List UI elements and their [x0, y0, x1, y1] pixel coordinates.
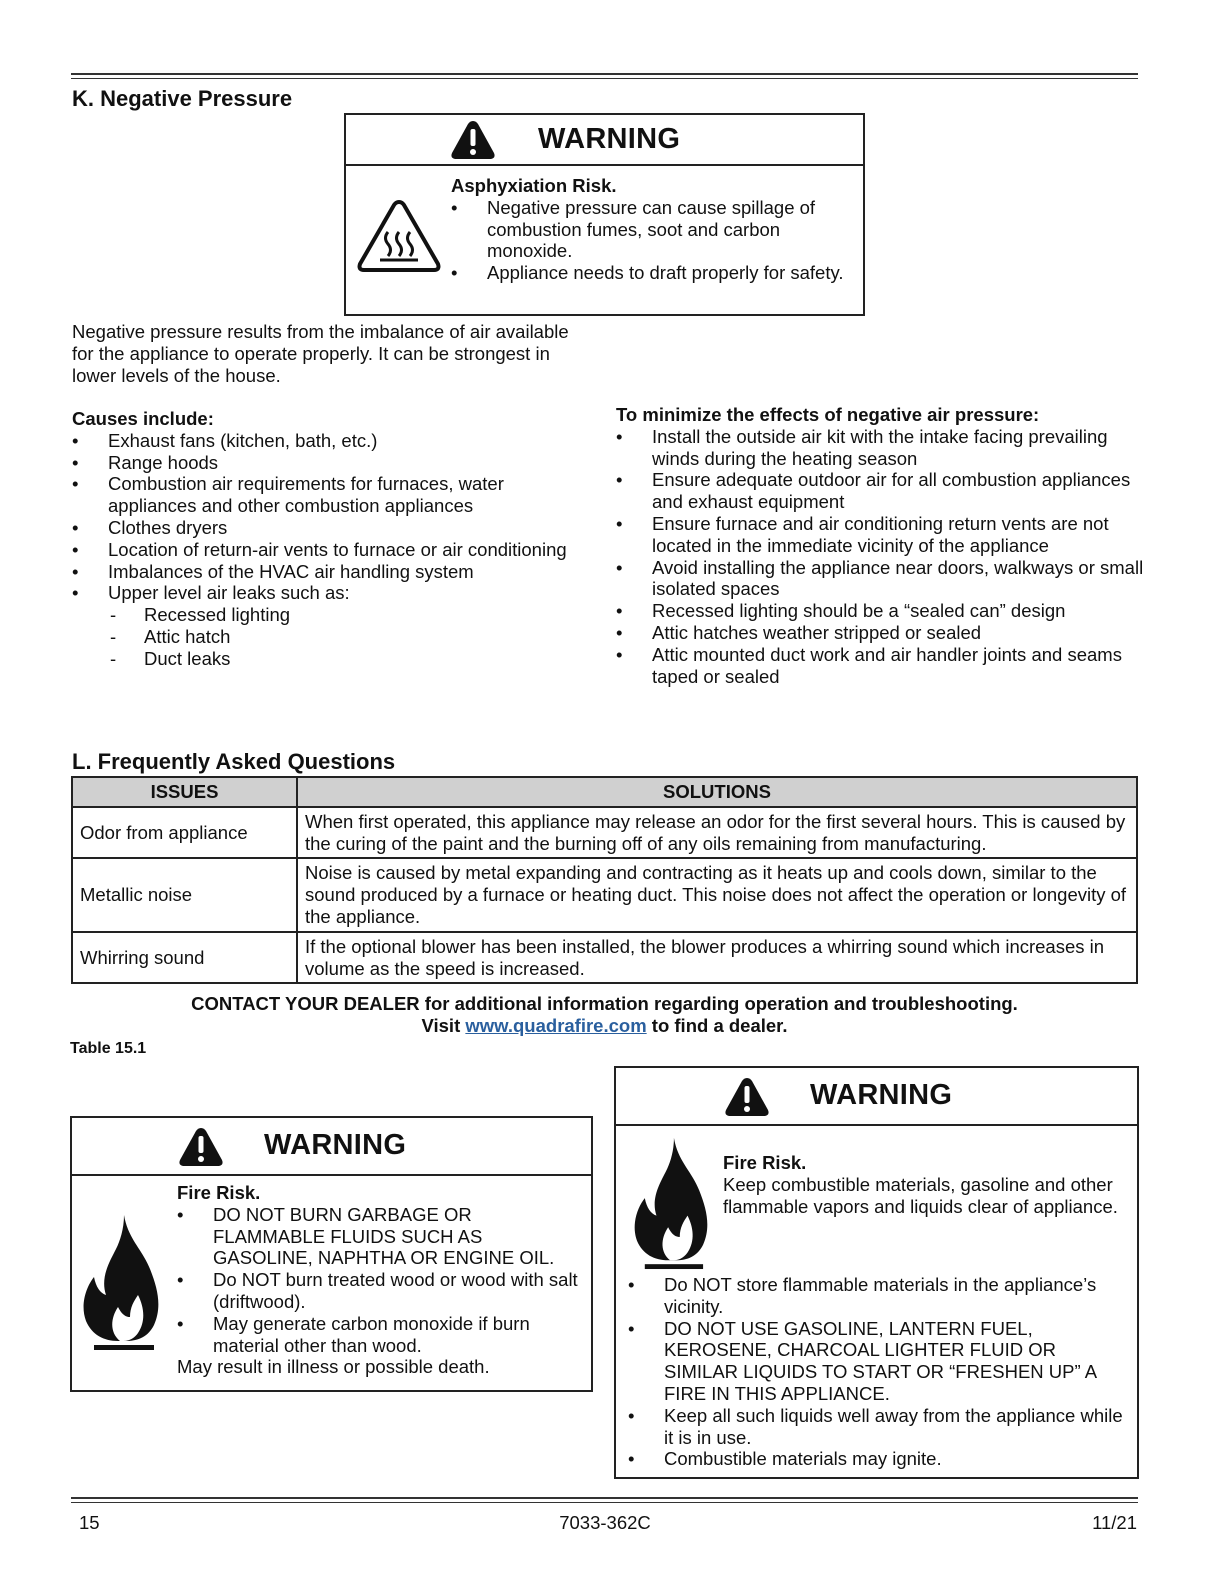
warning-bullet: • Do NOT burn treated wood or wood with salt (driftwood).: [177, 1269, 585, 1313]
alert-triangle-icon: [724, 1076, 770, 1118]
list-item: - Duct leaks: [72, 648, 572, 670]
causes-heading: Causes include:: [72, 408, 214, 429]
warning-header: [72, 1118, 591, 1176]
revision-date: 11/21: [1092, 1512, 1137, 1533]
causes-list: [72, 430, 572, 604]
quadrafire-link[interactable]: www.quadrafire.com: [465, 1014, 647, 1036]
solution-cell: When first operated, this appliance may release an odor for the first several hours. This is caused by the curing of the paint and the burning off of any oils remaining from manufacturing.: [297, 807, 1137, 858]
warning-bullet: • DO NOT BURN GARBAGE OR FLAMMABLE FLUIDS SUCH AS GASOLINE, NAPHTHA OR ENGINE OIL.: [177, 1204, 585, 1269]
warning-title: WARNING: [538, 123, 681, 155]
visit-line: [71, 1015, 1138, 1037]
asphyxiation-warning-box: [344, 113, 865, 316]
asphyxiation-warning-content: [451, 175, 851, 284]
negative-pressure-intro: Negative pressure results from the imbalance of air available for the appliance to operate properly. It can be strongest in lower levels of the house.: [72, 321, 569, 386]
issue-cell: Whirring sound: [72, 932, 297, 983]
list-item: • Clothes dryers: [72, 517, 572, 539]
causes-column: [72, 408, 572, 670]
warning-bullet: • Negative pressure can cause spillage of combustion fumes, soot and carbon monoxide.: [451, 197, 851, 262]
solution-cell: If the optional blower has been installed, the blower produces a whirring sound which increases in volume as the speed is increased.: [297, 932, 1137, 983]
page-number: 15: [79, 1512, 100, 1533]
fire-warning-content: [177, 1182, 585, 1378]
fire-warning-box-left: [70, 1116, 593, 1392]
risk-label: Asphyxiation Risk.: [451, 175, 617, 196]
warning-bullet-list: [451, 197, 851, 284]
list-item: • Attic mounted duct work and air handler joints and seams taped or sealed: [616, 644, 1144, 688]
list-item: • Exhaust fans (kitchen, bath, etc.): [72, 430, 572, 452]
contact-line: CONTACT YOUR DEALER for additional information regarding operation and troubleshooting.: [191, 993, 1018, 1014]
list-item: • Location of return-air vents to furnace or air conditioning: [72, 539, 572, 561]
list-item: • Imbalances of the HVAC air handling system: [72, 561, 572, 583]
warning-bullet-list: [628, 1274, 1128, 1470]
dealer-contact: [71, 993, 1138, 1037]
risk-label: Fire Risk.: [723, 1152, 807, 1173]
table-row: [72, 858, 1137, 932]
list-item: • Ensure furnace and air conditioning return vents are not located in the immediate vicinity of the appliance: [616, 513, 1144, 557]
table-caption: Table 15.1: [70, 1040, 147, 1057]
warning-header: [616, 1068, 1137, 1126]
issue-cell: Metallic noise: [72, 858, 297, 932]
flame-icon: [628, 1134, 716, 1270]
list-item: • Attic hatches weather stripped or sealed: [616, 622, 1144, 644]
fire-warning-box-right: [614, 1066, 1139, 1479]
visit-suffix: to find a dealer.: [646, 1014, 788, 1036]
minimize-list: [616, 426, 1144, 688]
table-row: [72, 807, 1137, 858]
section-l-title: L. Frequently Asked Questions: [72, 749, 396, 774]
faq-table: [71, 776, 1138, 984]
hot-surface-icon: [356, 198, 442, 274]
warning-footer: May result in illness or possible death.: [177, 1356, 490, 1378]
warning-bullet: • Combustible materials may ignite.: [628, 1448, 1128, 1470]
fire-warning-bullets: [628, 1274, 1128, 1470]
table-header-row: [72, 777, 1137, 807]
top-rule: [71, 73, 1138, 79]
solution-cell: Noise is caused by metal expanding and contracting as it heats up and cools down, similar to the sound produced by a furnace or heating duct. This noise does not affect the operation or longevity of the appliance.: [297, 858, 1137, 932]
alert-triangle-icon: [178, 1126, 224, 1168]
warning-title: WARNING: [264, 1129, 407, 1161]
warning-bullet: • DO NOT USE GASOLINE, LANTERN FUEL, KEROSENE, CHARCOAL LIGHTER FLUID OR SIMILAR LIQUIDS TO START OR “FRESHEN UP” A FIRE IN THIS APPLIANCE.: [628, 1318, 1128, 1405]
list-item: - Attic hatch: [72, 626, 572, 648]
document-number: 7033-362C: [559, 1512, 651, 1533]
section-k-title: K. Negative Pressure: [72, 86, 293, 111]
list-item: • Install the outside air kit with the intake facing prevailing winds during the heating season: [616, 426, 1144, 470]
warning-bullet: • Appliance needs to draft properly for safety.: [451, 262, 851, 284]
visit-prefix: Visit: [421, 1014, 466, 1036]
warning-text: Keep combustible materials, gasoline and other flammable vapors and liquids clear of appliance.: [723, 1173, 1118, 1217]
air-leaks-sublist: [72, 604, 572, 669]
warning-bullet: • May generate carbon monoxide if burn material other than wood.: [177, 1313, 585, 1357]
alert-triangle-icon: [450, 119, 496, 161]
minimize-column: [616, 404, 1144, 687]
minimize-heading: To minimize the effects of negative air pressure:: [616, 404, 1040, 425]
list-item: - Recessed lighting: [72, 604, 572, 626]
list-item: • Range hoods: [72, 452, 572, 474]
warning-bullet-list: [177, 1204, 585, 1357]
column-header-solutions: SOLUTIONS: [297, 777, 1137, 807]
warning-bullet: • Keep all such liquids well away from the appliance while it is in use.: [628, 1405, 1128, 1449]
list-item: • Recessed lighting should be a “sealed can” design: [616, 600, 1144, 622]
list-item: • Upper level air leaks such as:: [72, 582, 572, 604]
list-item: • Avoid installing the appliance near doors, walkways or small isolated spaces: [616, 557, 1144, 601]
flame-icon: [80, 1211, 164, 1351]
warning-bullet: • Do NOT store flammable materials in the appliance’s vicinity.: [628, 1274, 1128, 1318]
column-header-issues: ISSUES: [72, 777, 297, 807]
issue-cell: Odor from appliance: [72, 807, 297, 858]
list-item: • Ensure adequate outdoor air for all combustion appliances and exhaust equipment: [616, 469, 1144, 513]
warning-title: WARNING: [810, 1079, 953, 1111]
risk-label: Fire Risk.: [177, 1182, 261, 1203]
table-row: [72, 932, 1137, 983]
list-item: • Combustion air requirements for furnaces, water appliances and other combustion appliances: [72, 473, 572, 517]
fire-warning-intro: [723, 1152, 1123, 1217]
footer-rule: [71, 1497, 1138, 1503]
warning-header: [346, 115, 863, 166]
